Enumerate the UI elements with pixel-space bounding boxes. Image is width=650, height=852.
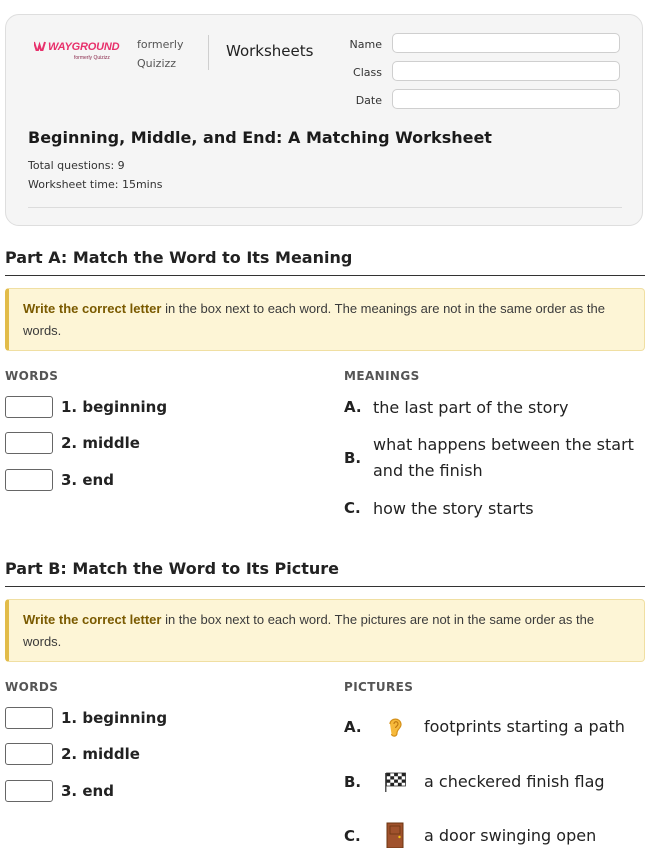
- word-item: 2. middle: [61, 434, 140, 452]
- quizizz-text: Quizizz: [137, 57, 177, 70]
- meanings-header: MEANINGS: [344, 369, 420, 383]
- logo-wordmark: WAYGROUND: [34, 41, 119, 53]
- wayground-logo: [34, 41, 126, 65]
- meaning-text: what happens between the start and the finish: [373, 435, 634, 480]
- meaning-text: how the story starts: [373, 499, 534, 518]
- picture-letter: B.: [344, 773, 362, 791]
- checkered-flag-icon: [382, 769, 408, 795]
- picture-letter: A.: [344, 718, 362, 736]
- word-item: 2. middle: [61, 745, 140, 763]
- answer-box-5[interactable]: [5, 743, 53, 765]
- word-item: 1. beginning: [61, 709, 168, 727]
- answer-box-1[interactable]: [5, 396, 53, 418]
- pictures-header: PICTURES: [344, 680, 414, 694]
- meaning-letter: A.: [344, 398, 362, 416]
- answer-box-3[interactable]: [5, 469, 53, 491]
- instruction-text: in the box next to each word. The meanings are not in the same order as the words.: [23, 301, 605, 338]
- part-a-title: Part A: Match the Word to Its Meaning: [5, 248, 353, 267]
- part-a-rule: [5, 275, 645, 276]
- picture-text: footprints starting a path: [424, 717, 625, 736]
- ear-icon: [382, 713, 408, 739]
- instruction-text: in the box next to each word. The pictures are not in the same order as the words.: [23, 612, 595, 649]
- meaning-letter: B.: [344, 449, 362, 467]
- part-b-rule: [5, 586, 645, 587]
- worksheet-title: Beginning, Middle, and End: A Matching Worksheet: [28, 128, 492, 147]
- meaning-text: the last part of the story: [373, 398, 569, 417]
- worksheet-time: Worksheet time: 15mins: [28, 178, 163, 191]
- part-b-title: Part B: Match the Word to Its Picture: [5, 559, 340, 578]
- answer-box-6[interactable]: [5, 780, 53, 802]
- picture-text: a checkered finish flag: [424, 772, 605, 791]
- door-icon: [382, 822, 408, 848]
- word-item: 3. end: [61, 471, 114, 489]
- header-divider: [208, 35, 209, 70]
- part-a-instructions: [5, 288, 645, 351]
- header-separator: [28, 207, 622, 208]
- class-field[interactable]: [392, 61, 620, 81]
- total-questions: Total questions: 9: [28, 159, 125, 172]
- formerly-text: formerly: [137, 38, 184, 51]
- words-header: WORDS: [5, 369, 59, 383]
- logo-w-icon: [34, 41, 48, 51]
- section-title: Worksheets: [226, 42, 314, 60]
- formerly-quizizz: [137, 35, 197, 73]
- part-b-instructions: [5, 599, 645, 662]
- class-label: Class: [353, 66, 382, 79]
- answer-box-4[interactable]: [5, 707, 53, 729]
- date-label: Date: [355, 94, 382, 107]
- name-field[interactable]: [392, 33, 620, 53]
- instruction-emphasis: Write the correct letter: [23, 612, 162, 627]
- answer-box-2[interactable]: [5, 432, 53, 454]
- picture-text: a door swinging open: [424, 826, 597, 845]
- date-field[interactable]: [392, 89, 620, 109]
- picture-letter: C.: [344, 827, 361, 845]
- word-item: 3. end: [61, 782, 114, 800]
- logo-subtext: formerly Quizizz: [74, 55, 110, 61]
- name-label: Name: [349, 38, 382, 51]
- meaning-letter: C.: [344, 499, 361, 517]
- worksheet-header: [5, 14, 643, 226]
- words-header: WORDS: [5, 680, 59, 694]
- instruction-emphasis: Write the correct letter: [23, 301, 162, 316]
- word-item: 1. beginning: [61, 398, 168, 416]
